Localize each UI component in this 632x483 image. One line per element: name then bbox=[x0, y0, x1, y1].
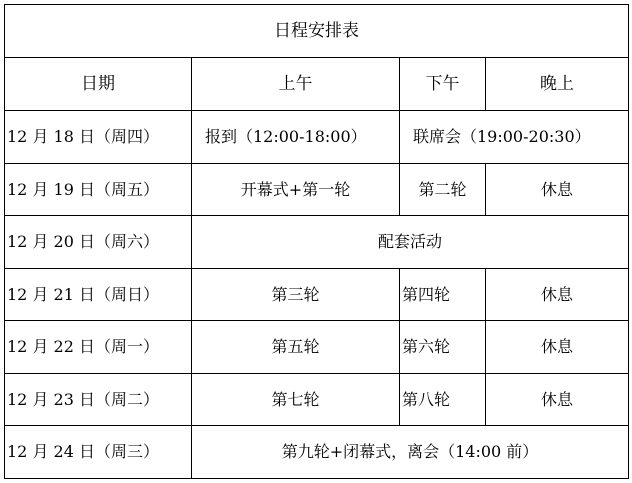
table-title: 日程安排表 bbox=[5, 5, 629, 58]
afternoon-cell: 第二轮 bbox=[400, 164, 486, 216]
table-row bbox=[5, 321, 629, 374]
evening-cell: 休息 bbox=[486, 321, 629, 374]
morning-cell: 开幕式+第一轮 bbox=[192, 164, 400, 216]
header-morning: 上午 bbox=[192, 58, 400, 111]
table-row bbox=[5, 426, 629, 479]
evening-cell: 休息 bbox=[486, 164, 629, 216]
morning-cell: 第七轮 bbox=[192, 374, 400, 426]
evening-cell: 休息 bbox=[486, 374, 629, 426]
afternoon-cell: 第四轮 bbox=[400, 269, 486, 321]
header-afternoon: 下午 bbox=[400, 58, 486, 111]
date-cell: 12 月 24 日（周三） bbox=[5, 426, 192, 479]
afternoon-cell: 第八轮 bbox=[400, 374, 486, 426]
date-cell: 12 月 18 日（周四） bbox=[5, 111, 192, 164]
table-row bbox=[5, 269, 629, 321]
activity-cell: 配套活动 bbox=[192, 216, 629, 269]
date-cell: 12 月 22 日（周一） bbox=[5, 321, 192, 374]
header-row bbox=[5, 58, 629, 111]
header-evening: 晚上 bbox=[486, 58, 629, 111]
header-date: 日期 bbox=[5, 58, 192, 111]
title-row bbox=[5, 5, 629, 58]
closing-cell: 第九轮+闭幕式，离会（14:00 前） bbox=[192, 426, 629, 479]
morning-cell: 第三轮 bbox=[192, 269, 400, 321]
date-cell: 12 月 20 日（周六） bbox=[5, 216, 192, 269]
table-row bbox=[5, 164, 629, 216]
morning-cell: 第五轮 bbox=[192, 321, 400, 374]
date-cell: 12 月 23 日（周二） bbox=[5, 374, 192, 426]
date-cell: 12 月 21 日（周日） bbox=[5, 269, 192, 321]
table-row bbox=[5, 216, 629, 269]
table-row bbox=[5, 374, 629, 426]
joint-meeting-cell: 联席会（19:00-20:30） bbox=[400, 111, 629, 164]
evening-cell: 休息 bbox=[486, 269, 629, 321]
table-row bbox=[5, 111, 629, 164]
afternoon-cell: 第六轮 bbox=[400, 321, 486, 374]
date-cell: 12 月 19 日（周五） bbox=[5, 164, 192, 216]
schedule-table bbox=[4, 4, 629, 479]
registration-cell: 报到（12:00-18:00） bbox=[192, 111, 400, 164]
